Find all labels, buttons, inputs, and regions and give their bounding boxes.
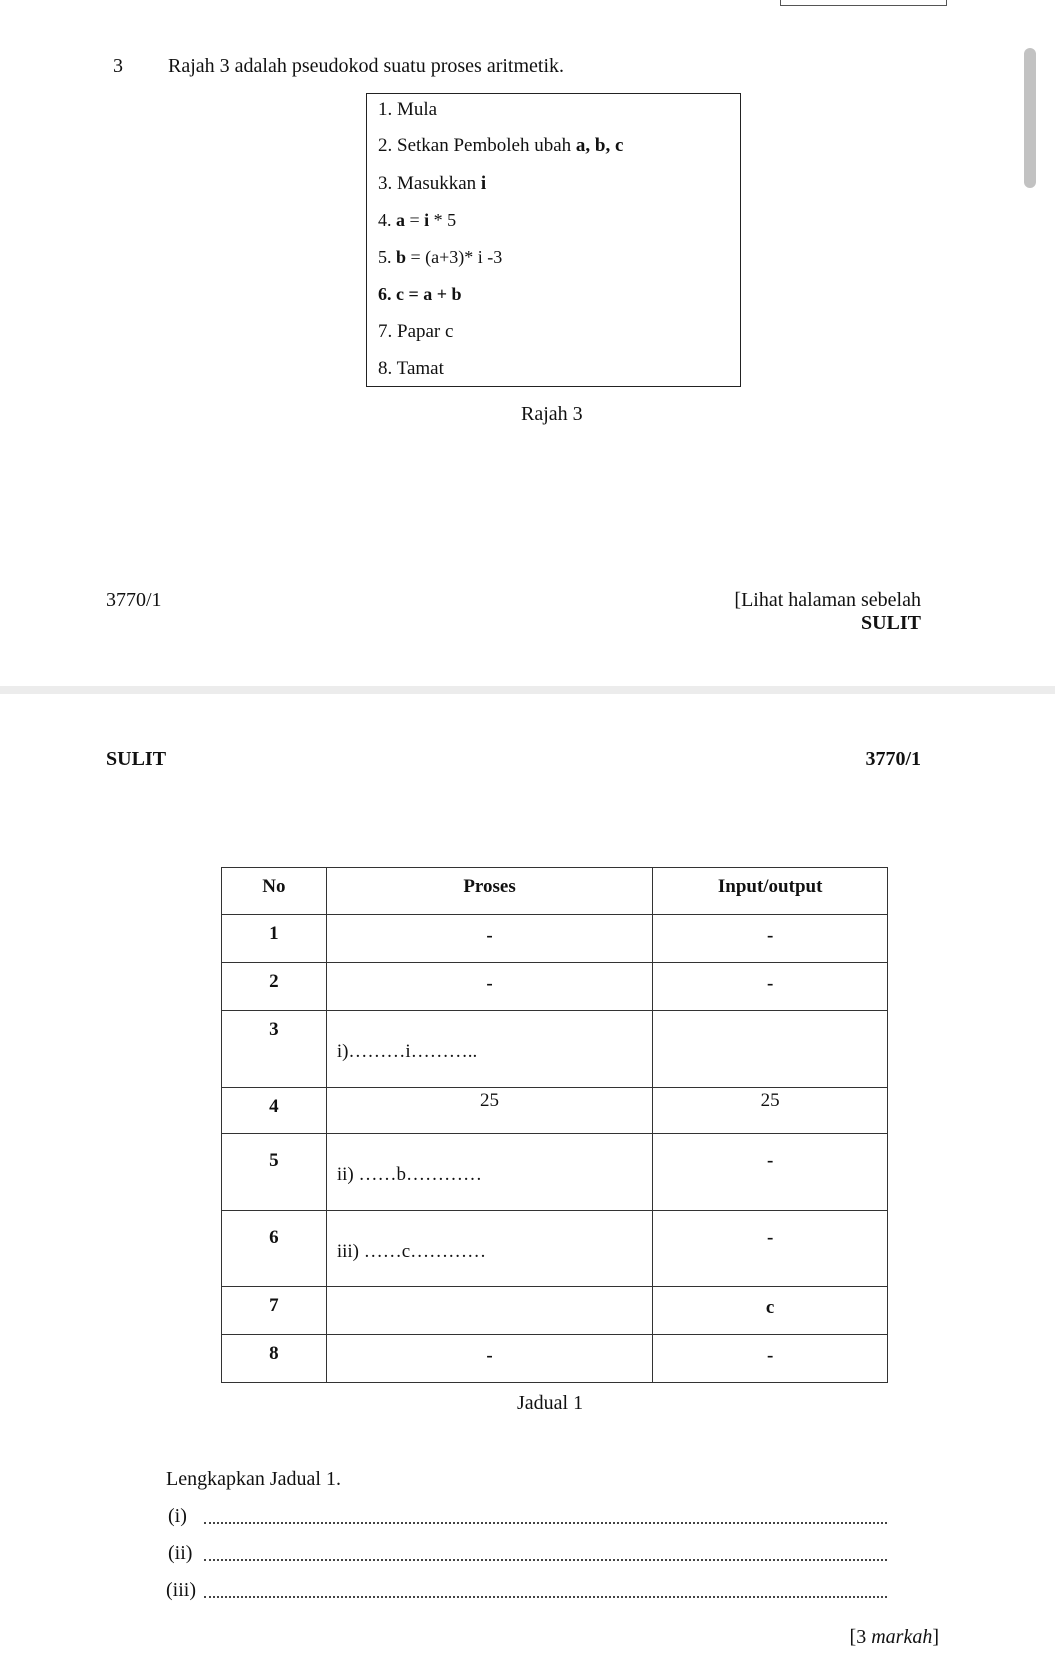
question-number: 3 bbox=[113, 55, 123, 77]
marks-label: [3 markah] bbox=[849, 1626, 939, 1648]
row-no: 3 bbox=[222, 1011, 327, 1088]
row-proses: - bbox=[326, 915, 652, 963]
row-io: - bbox=[653, 1211, 888, 1287]
header-paper-code: 3770/1 bbox=[865, 748, 921, 770]
pseudocode-line-7: 7. Papar c bbox=[378, 321, 454, 342]
row-no: 2 bbox=[222, 963, 327, 1011]
answer-line-iii[interactable] bbox=[204, 1594, 887, 1598]
row-proses: - bbox=[326, 963, 652, 1011]
row-proses: 25 bbox=[326, 1088, 652, 1134]
jadual-1-table bbox=[221, 867, 888, 1383]
pseudocode-line-3: 3. Masukkan i bbox=[378, 173, 487, 194]
table-header-row bbox=[222, 868, 888, 915]
pseudocode-line-4: 4. a = i * 5 bbox=[378, 210, 457, 230]
row-io: 25 bbox=[653, 1088, 888, 1134]
row-no: 6 bbox=[222, 1211, 327, 1287]
row-no: 5 bbox=[222, 1134, 327, 1211]
pseudocode-line-1: 1. Mula bbox=[378, 99, 438, 120]
answer-label-iii: (iii) bbox=[166, 1579, 196, 1601]
row-io bbox=[653, 1011, 888, 1088]
header-proses: Proses bbox=[326, 868, 652, 915]
row-proses: - bbox=[326, 1335, 652, 1383]
answer-line-i[interactable] bbox=[204, 1520, 887, 1524]
table-row bbox=[222, 963, 888, 1011]
vertical-scrollbar[interactable] bbox=[1024, 48, 1036, 188]
table-row bbox=[222, 1011, 888, 1088]
table-row bbox=[222, 1287, 888, 1335]
answer-label-ii: (ii) bbox=[168, 1542, 193, 1564]
footer-next-page: [Lihat halaman sebelah bbox=[734, 589, 921, 611]
pseudocode-line-6: 6. c = a + b bbox=[378, 284, 462, 304]
pseudocode-line-5: 5. b = (a+3)* i -3 bbox=[378, 247, 503, 267]
top-bracket-decoration bbox=[780, 0, 947, 6]
row-proses bbox=[326, 1287, 652, 1335]
row-no: 7 bbox=[222, 1287, 327, 1335]
table-row bbox=[222, 1211, 888, 1287]
header-no: No bbox=[222, 868, 327, 915]
answer-line-ii[interactable] bbox=[204, 1557, 887, 1561]
row-no: 4 bbox=[222, 1088, 327, 1134]
row-no: 8 bbox=[222, 1335, 327, 1383]
scrollbar-thumb[interactable] bbox=[1024, 48, 1036, 188]
answer-blank-i[interactable]: i)………i……….. bbox=[326, 1011, 652, 1088]
table-caption: Jadual 1 bbox=[517, 1392, 584, 1414]
header-input-output: Input/output bbox=[653, 868, 888, 915]
table-row bbox=[222, 915, 888, 963]
footer-paper-code: 3770/1 bbox=[106, 589, 162, 611]
row-io: - bbox=[653, 915, 888, 963]
pseudocode-line-2: 2. Setkan Pemboleh ubah a, b, c bbox=[378, 135, 624, 156]
row-io: - bbox=[653, 1335, 888, 1383]
header-sulit: SULIT bbox=[106, 748, 167, 770]
table-row bbox=[222, 1088, 888, 1134]
figure-caption: Rajah 3 bbox=[521, 403, 583, 425]
pseudocode-line-8: 8. Tamat bbox=[378, 358, 444, 379]
answer-blank-ii[interactable]: ii) ……b………… bbox=[326, 1134, 652, 1211]
footer-sulit: SULIT bbox=[860, 612, 921, 634]
table-row bbox=[222, 1134, 888, 1211]
instruction-text: Lengkapkan Jadual 1. bbox=[166, 1468, 341, 1490]
answer-label-i: (i) bbox=[168, 1505, 187, 1527]
page-divider bbox=[0, 686, 1055, 694]
row-io: - bbox=[653, 963, 888, 1011]
table-row bbox=[222, 1335, 888, 1383]
row-no: 1 bbox=[222, 915, 327, 963]
answer-blank-iii[interactable]: iii) ……c………… bbox=[326, 1211, 652, 1287]
question-text: Rajah 3 adalah pseudokod suatu proses aritmetik. bbox=[168, 55, 565, 77]
pseudocode-box bbox=[366, 93, 741, 387]
row-io: - bbox=[653, 1134, 888, 1211]
row-io: c bbox=[653, 1287, 888, 1335]
